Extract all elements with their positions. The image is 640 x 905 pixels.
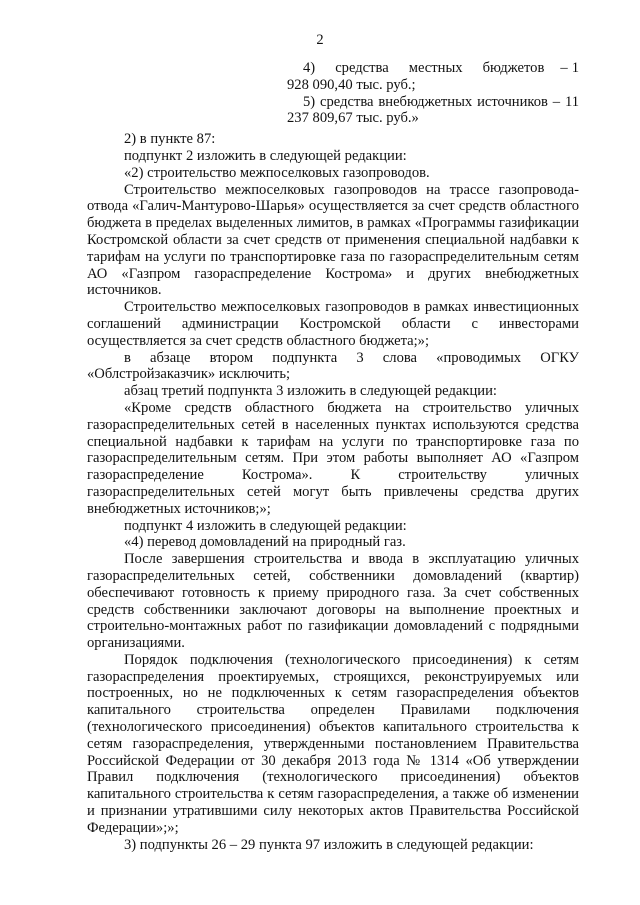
document-body bbox=[87, 60, 579, 853]
paragraph-street-networks-funding: «Кроме средств областного бюджета на строительство уличных газораспределительных сетей в населенных пунктах используются средства специальной надбавки к тарифам на услуги по транспортировке газа по газораспределительным сетям. При этом работы выполняет АО «Газпром газораспределение Кострома». К строительству уличных газораспределительных сетей могут быть привлечены средства других внебюджетных источников;»; bbox=[87, 399, 579, 517]
paragraph-pipeline-construction: Строительство межпоселковых газопроводов на трассе газопровода-отвода «Галич-Мантурово-Шарья» осуществляется за счет средств областного бюджета в пределах выделенных лимитов, в рамках «Программы газификации Костромской области за счет средств от применения специальной надбавки к тарифам на услуги по транспортировке газа по газораспределительным сетям АО «Газпром газораспределение Кострома» и других внебюджетных источников. bbox=[87, 181, 579, 299]
paragraph-local-budgets: 4) средства местных бюджетов – 1 928 090,40 тыс. руб.; bbox=[287, 60, 579, 93]
paragraph-investment-agreements: Строительство межпоселковых газопроводов в рамках инвестиционных соглашений администрации Костромской области с инвесторами осуществляется за счет средств областного бюджета;»; bbox=[87, 299, 579, 349]
paragraph-subitem-4-instruction: подпункт 4 изложить в следующей редакции: bbox=[124, 517, 407, 534]
paragraph-item-97-instruction: 3) подпункты 26 – 29 пункта 97 изложить в следующей редакции: bbox=[124, 836, 534, 853]
funding-sources-block bbox=[287, 60, 579, 127]
paragraph-item-87: 2) в пункте 87: bbox=[124, 131, 216, 148]
paragraph-subitem-4-title: «4) перевод домовладений на природный газ. bbox=[124, 534, 406, 551]
paragraph-subitem-2-title: «2) строительство межпоселковых газопроводов. bbox=[124, 164, 430, 181]
page-number: 2 bbox=[316, 32, 324, 48]
paragraph-subitem-3-paragraph-3-instruction: абзац третий подпункта 3 изложить в следующей редакции: bbox=[124, 383, 497, 400]
paragraph-subitem-3-paragraph-2: в абзаце втором подпункта 3 слова «проводимых ОГКУ «Облстройзаказчик» исключить; bbox=[87, 349, 579, 383]
paragraph-connection-procedure: Порядок подключения (технологического присоединения) к сетям газораспределения проектируемых, строящихся, реконструируемых или построенных, но не подключенных к сетям газораспределения объектов капитального строительства определен Правилами подключения (технологического присоединения) объектов капитального строительства к сетям газораспределения, утвержденными постановлением Правительства Российской Федерации от 30 декабря 2013 года № 1314 «Об утверждении Правил подключения (технологического присоединения) объектов капитального строительства к сетям газораспределения, а также об изменении и признании утратившими силу некоторых актов Правительства Российской Федерации»;»; bbox=[87, 651, 579, 836]
paragraph-household-connection: После завершения строительства и ввода в эксплуатацию уличных газораспределительных сетей, собственники домовладений (квартир) обеспечивают готовность к приему природного газа. За счет собственных средств собственники заключают договоры на выполнение проектных и строительно-монтажных работ по газификации домовладений с подрядными организациями. bbox=[87, 551, 579, 652]
paragraph-extrabudgetary-sources: 5) средства внебюджетных источников – 11 237 809,67 тыс. руб.» bbox=[287, 93, 579, 127]
paragraph-subitem-2-instruction: подпункт 2 изложить в следующей редакции: bbox=[124, 147, 407, 164]
